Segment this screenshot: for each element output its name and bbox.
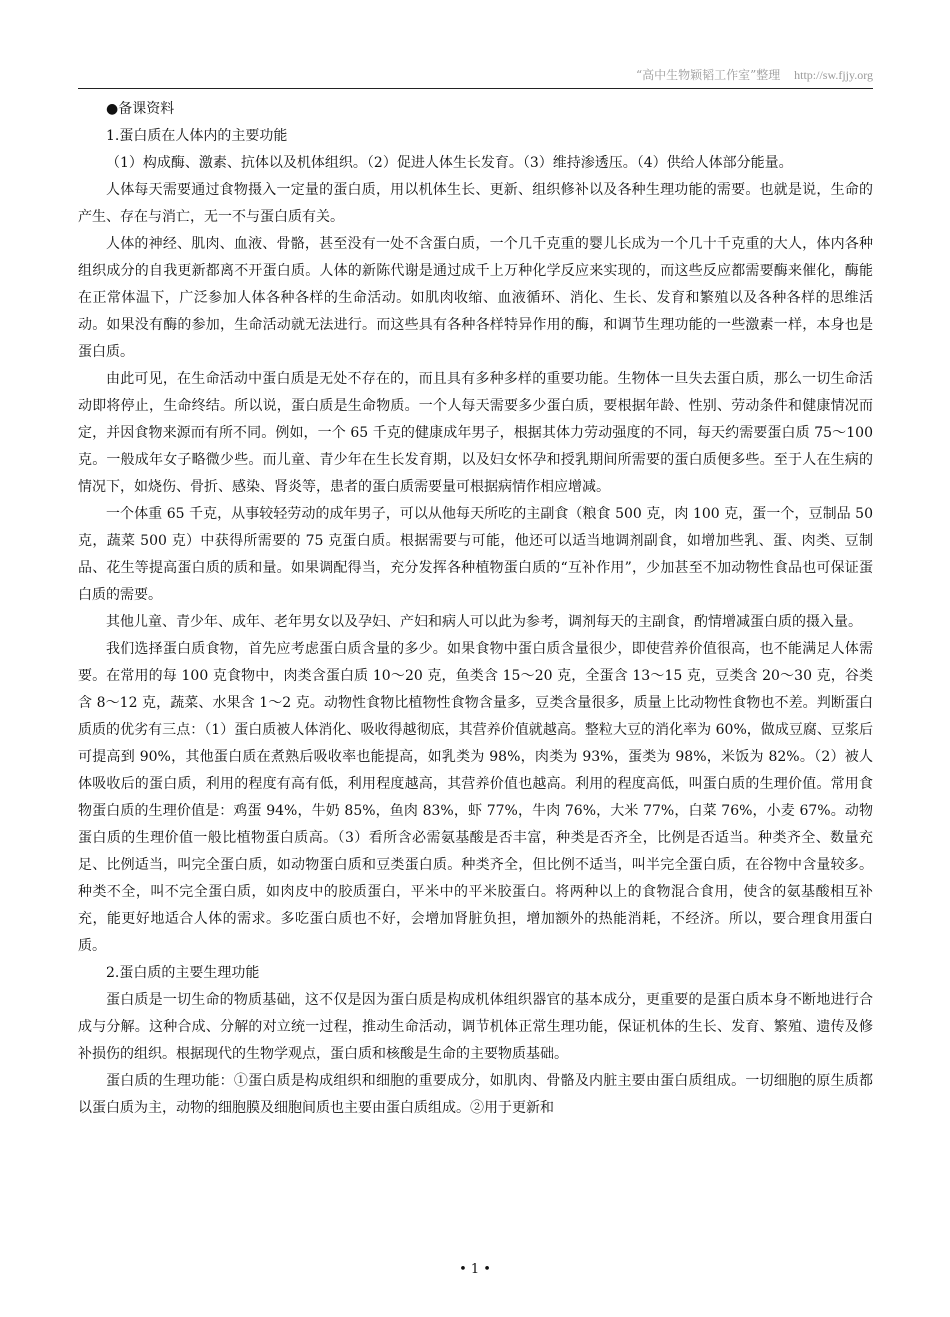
section-marker: ●备课资料 [106, 101, 175, 117]
paragraph: 其他儿童、青少年、成年、老年男女以及孕妇、产妇和病人可以此为参考，调剂每天的主副食，酌情增减蛋白质的摄入量。 [106, 614, 862, 630]
header-studio-name: “高中生物颖韬工作室”整理 [636, 68, 781, 82]
paragraph: 我们选择蛋白质食物，首先应考虑蛋白质含量的多少。如果食物中蛋白质含量很少，即使营养价值很高，也不能满足人体需要。在常用的每 100 克食物中，肉类含蛋白质 10～20 克，鱼类含 15～20 克，全蛋含 13～15 克，豆类含 20～30 克，谷类含 8～12 克，蔬菜、水果含 1～2 克。动物性食物比植物性食物含量多，豆类含量很多，质量上比动物性食物也不差。判断蛋白质质的优劣有三点：（1）蛋白质被人体消化、吸收得越彻底，其营养价值就越高。整粒大豆的消化率为 60%，做成豆腐、豆浆后可提高到 90%，其他蛋白质在煮熟后吸收率也能提高，如乳类为 98%，肉类为 93%，蛋类为 98%，米饭为 82%。（2）被人体吸收后的蛋白质，利用的程度有高有低，利用程度越高，其营养价值也越高。利用的程度高低，叫蛋白质的生理价值。常用食物蛋白质的生理价值是：鸡蛋 94%，牛奶 85%，鱼肉 83%，虾 77%，牛肉 76%，大米 77%，白菜 76%，小麦 67%。动物蛋白质的生理价值一般比植物蛋白质高。（3）看所含必需氨基酸是否丰富，种类是否齐全，比例是否适当。种类齐全、数量充足、比例适当，叫完全蛋白质，如动物蛋白质和豆类蛋白质。种类齐全，但比例不适当，叫半完全蛋白质，在谷物中含量较多。种类不全，叫不完全蛋白质，如肉皮中的胶质蛋白，平米中的平米胶蛋白。将两种以上的食物混合食用，使含的氨基酸相互补充，能更好地适合人体的需求。多吃蛋白质也不好，会增加肾脏负担，增加额外的热能消耗，不经济。所以，要合理食用蛋白质。 [78, 641, 873, 954]
page-header [78, 66, 873, 89]
document-body [78, 96, 873, 1122]
paragraph: 由此可见，在生命活动中蛋白质是无处不存在的，而且具有多种多样的重要功能。生物体一旦失去蛋白质，那么一切生命活动即将停止，生命终结。所以说，蛋白质是生命物质。一个人每天需要多少蛋白质，要根据年龄、性别、劳动条件和健康情况而定，并因食物来源而有所不同。例如，一个 65 千克的健康成年男子，根据其体力劳动强度的不同，每天约需要蛋白质 75～100 克。一般成年女子略微少些。而儿童、青少年在生长发育期，以及妇女怀孕和授乳期间所需要的蛋白质便多些。至于人在生病的情况下，如烧伤、骨折、感染、肾炎等，患者的蛋白质需要量可根据病情作相应增减。 [78, 371, 873, 495]
page-number: • 1 • [459, 1262, 491, 1277]
paragraph: 蛋白质是一切生命的物质基础，这不仅是因为蛋白质是构成机体组织器官的基本成分，更重要的是蛋白质本身不断地进行合成与分解。这种合成、分解的对立统一过程，推动生命活动，调节机体正常生理功能，保证机体的生长、发育、繁殖、遗传及修补损伤的组织。根据现代的生物学观点，蛋白质和核酸是生命的主要物质基础。 [78, 992, 873, 1062]
header-url[interactable]: http://sw.fjjy.org [794, 68, 873, 82]
paragraph: 蛋白质的生理功能：①蛋白质是构成组织和细胞的重要成分，如肌肉、骨骼及内脏主要由蛋白质组成。一切细胞的原生质都以蛋白质为主，动物的细胞膜及细胞间质也主要由蛋白质组成。②用于更新和 [78, 1073, 873, 1116]
paragraph: 人体的神经、肌肉、血液、骨骼，甚至没有一处不含蛋白质，一个几千克重的婴儿长成为一个几十千克重的大人，体内各种组织成分的自我更新都离不开蛋白质。人体的新陈代谢是通过成千上万种化学反应来实现的，而这些反应都需要酶来催化，酶能在正常体温下，广泛参加人体各种各样的生命活动。如肌肉收缩、血液循环、消化、生长、发育和繁殖以及各种各样的思维活动。如果没有酶的参加，生命活动就无法进行。而这些具有各种各样特异作用的酶，和调节生理功能的一些激素一样，本身也是蛋白质。 [78, 236, 873, 360]
paragraph: （1）构成酶、激素、抗体以及机体组织。（2）促进人体生长发育。（3）维持渗透压。（4）供给人体部分能量。 [106, 155, 793, 171]
paragraph: 一个体重 65 千克，从事较轻劳动的成年男子，可以从他每天所吃的主副食（粮食 500 克，肉 100 克，蛋一个，豆制品 50 克，蔬菜 500 克）中获得所需要的 75 克蛋白质。根据需要与可能，他还可以适当地调剂副食，如增加些乳、蛋、肉类、豆制品、花生等提高蛋白质的质和量。如果调配得当，充分发挥各种植物蛋白质的“互补作用”，少加甚至不加动物性食品也可保证蛋白质的需要。 [78, 506, 873, 603]
heading-1: 1.蛋白质在人体内的主要功能 [106, 128, 288, 144]
paragraph: 人体每天需要通过食物摄入一定量的蛋白质，用以机体生长、更新、组织修补以及各种生理功能的需要。也就是说，生命的产生、存在与消亡，无一不与蛋白质有关。 [78, 182, 873, 225]
heading-2: 2.蛋白质的主要生理功能 [106, 965, 260, 981]
